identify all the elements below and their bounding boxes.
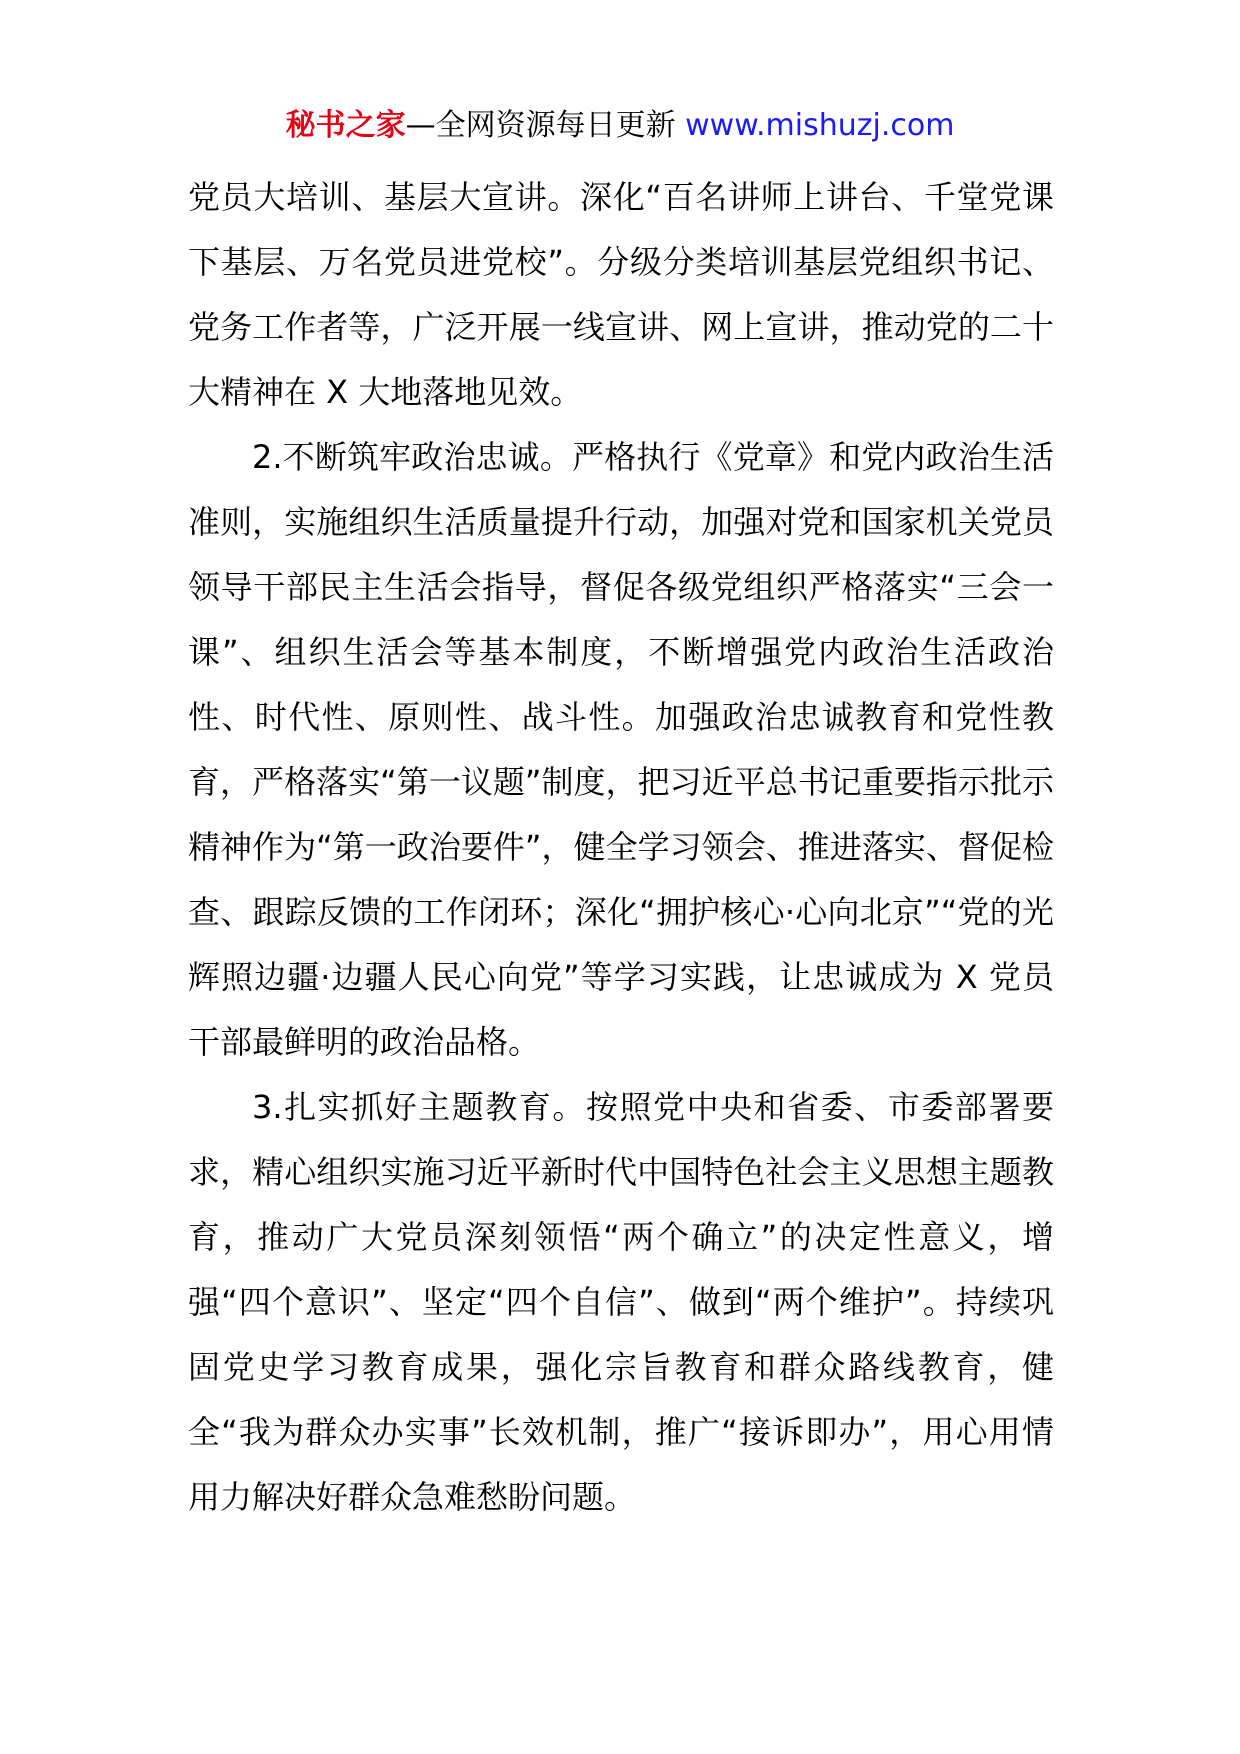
document-body <box>188 165 1054 1530</box>
page-header <box>0 106 1240 146</box>
paragraph-continuation: 党员大培训、基层大宣讲。深化“百名讲师上讲台、千堂党课下基层、万名党员进党校”。分级分类培训基层党组织书记、党务工作者等，广泛开展一线宣讲、网上宣讲，推动党的二十大精神在 X 大地落地见效。 <box>188 178 1054 411</box>
header-site-link[interactable]: www.mishuzj.com <box>685 108 955 143</box>
paragraph-political-loyalty: 2.不断筑牢政治忠诚。严格执行《党章》和党内政治生活准则，实施组织生活质量提升行动，加强对党和国家机关党员领导干部民主生活会指导，督促各级党组织严格落实“三会一课”、组织生活会等基本制度，不断增强党内政治生活政治性、时代性、原则性、战斗性。加强政治忠诚教育和党性教育，严格落实“第一议题”制度，把习近平总书记重要指示批示精神作为“第一政治要件”，健全学习领会、推进落实、督促检查、跟踪反馈的工作闭环；深化“拥护核心·心向北京”“党的光辉照边疆·边疆人民心向党”等学习实践，让忠诚成为 X 党员干部最鲜明的政治品格。 <box>188 438 1054 1061</box>
paragraph-theme-education: 3.扎实抓好主题教育。按照党中央和省委、市委部署要求，精心组织实施习近平新时代中国特色社会主义思想主题教育，推动广大党员深刻领悟“两个确立”的决定性意义，增强“四个意识”、坚定“四个自信”、做到“两个维护”。持续巩固党史学习教育成果，强化宗旨教育和群众路线教育，健全“我为群众办实事”长效机制，推广“接诉即办”，用心用情用力解决好群众急难愁盼问题。 <box>188 1088 1054 1516</box>
header-tagline: —全网资源每日更新 <box>405 108 686 143</box>
header-brand: 秘书之家 <box>285 108 406 143</box>
